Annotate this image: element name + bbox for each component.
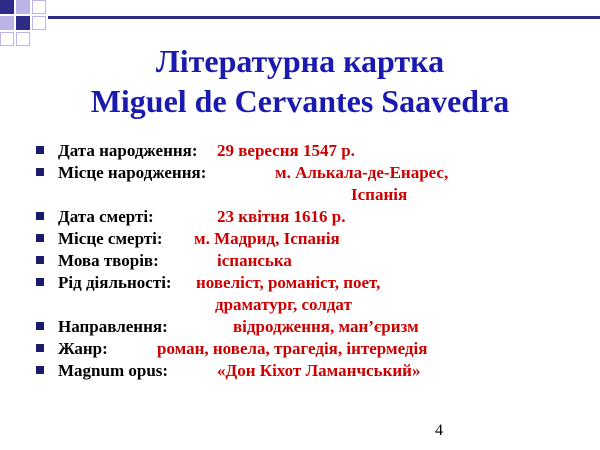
genre-label: Жанр: — [58, 339, 108, 358]
birth-place-value-line2: Іспанія — [351, 185, 408, 204]
language-label: Мова творів: — [58, 251, 159, 270]
language-value: іспанська — [217, 251, 292, 270]
magnum-opus-value: «Дон Кіхот Ламанчський» — [217, 361, 421, 380]
bullet-icon — [36, 168, 44, 176]
page-number: 4 — [435, 422, 443, 439]
birth-place-label: Місце народження: — [58, 163, 207, 182]
bullet-icon — [36, 278, 44, 286]
magnum-opus-label: Magnum opus: — [58, 361, 169, 380]
bullet-icon — [36, 234, 44, 242]
occupation-label: Рід діяльності: — [58, 273, 172, 292]
death-date-value: 23 квітня 1616 р. — [217, 207, 346, 226]
bullet-icon — [36, 146, 44, 154]
occupation-value: новеліст, романіст, поет, — [196, 273, 381, 292]
slide-title: Літературна картка — [155, 43, 445, 79]
genre-value: роман, новела, трагедія, інтермедія — [157, 339, 428, 358]
bullet-icon — [36, 366, 44, 374]
death-date-label: Дата смерті: — [58, 207, 154, 226]
bullet-icon — [36, 212, 44, 220]
birth-place-value: м. Алькала-де-Енарес, — [275, 163, 449, 182]
bullet-icon — [36, 256, 44, 264]
bullet-icon — [36, 344, 44, 352]
bullet-icon — [36, 322, 44, 330]
death-place-label: Місце смерті: — [58, 229, 163, 248]
movement-label: Направлення: — [58, 317, 168, 336]
birth-date-value: 29 вересня 1547 р. — [217, 141, 355, 160]
movement-value: відродження, ман’єризм — [233, 317, 419, 336]
birth-date-label: Дата народження: — [58, 141, 198, 160]
slide-subtitle: Miguel de Cervantes Saavedra — [90, 83, 510, 119]
occupation-value-line2: драматург, солдат — [215, 295, 352, 314]
death-place-value: м. Мадрид, Іспанія — [194, 229, 340, 248]
